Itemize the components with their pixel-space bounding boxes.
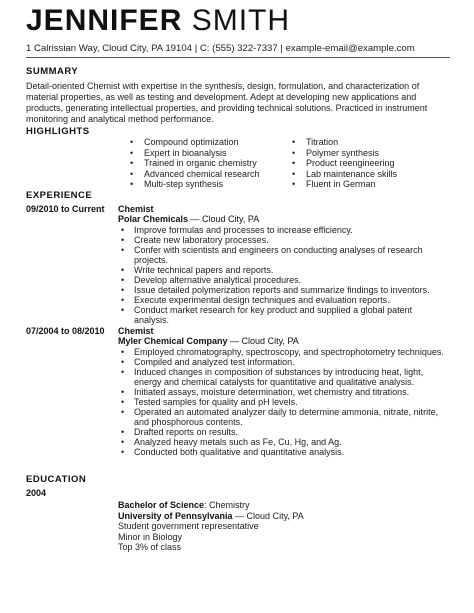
- list-item: • Write technical papers and reports.: [118, 265, 448, 275]
- degree: Bachelor of Science: [118, 500, 205, 510]
- list-item: • Create new laboratory processes.: [118, 235, 448, 245]
- education-note: Student government representative: [118, 521, 259, 531]
- major: : Chemistry: [204, 500, 250, 510]
- company-name: Myler Chemical Company: [118, 336, 228, 346]
- list-item: • Expert in bioanalysis: [130, 148, 260, 159]
- company-name: Polar Chemicals: [118, 214, 189, 224]
- education-note: Minor in Biology: [118, 531, 183, 542]
- list-item: • Advanced chemical research: [130, 169, 260, 180]
- experience-heading: EXPERIENCE: [26, 190, 93, 201]
- list-item: • Compound optimization: [130, 137, 260, 148]
- list-item: • Operated an automated analyzer daily to determine ammonia, nitrate, nitrite, and phosphorous contents.: [118, 407, 448, 427]
- highlights-heading: HIGHLIGHTS: [26, 126, 90, 137]
- list-item: • Issue detailed polymerization reports and summarize findings to inventors.: [118, 285, 448, 295]
- list-item: • Compiled and analyzed test information.: [118, 357, 448, 367]
- list-item: • Titration: [292, 137, 397, 148]
- list-item: • Analyzed heavy metals such as Fe, Cu, Hg, and Ag.: [118, 437, 448, 447]
- list-item: • Tested samples for quality and pH levels.: [118, 397, 448, 407]
- list-item: • Induced changes in composition of substances by introducing heat, light, energy and chemical catalysts for quantitative and qualitative analysis.: [118, 367, 448, 387]
- last-name: SMITH: [191, 4, 291, 37]
- school: University of Pennsylvania: [118, 510, 233, 521]
- list-item: • Multi-step synthesis: [130, 179, 260, 190]
- job-bullets: [118, 225, 448, 325]
- list-item: • Conducted both qualitative and quantitative analysis.: [118, 447, 448, 457]
- email[interactable]: example-email@example.com: [285, 43, 415, 54]
- contact-separator: |: [280, 43, 283, 54]
- list-item: • Polymer synthesis: [292, 148, 397, 159]
- candidate-name: [26, 4, 290, 38]
- summary-heading: SUMMARY: [26, 66, 79, 77]
- highlights-list-right: [292, 137, 397, 190]
- phone: C: (555) 322-7337: [199, 43, 278, 54]
- list-item: • Trained in organic chemistry: [130, 158, 260, 169]
- list-item: • Employed chromatography, spectroscopy, and spectrophotometry techniques.: [118, 347, 448, 357]
- school-line: [118, 511, 304, 522]
- job-dates: 09/2010 to Current: [26, 204, 105, 214]
- list-item: • Lab maintenance skills: [292, 169, 397, 180]
- degree-line: [118, 500, 304, 511]
- list-item: • Develop alternative analytical procedures.: [118, 275, 448, 285]
- address: 1 Calrissian Way, Cloud City, PA 19104: [26, 43, 193, 54]
- highlights-list-left: [130, 137, 260, 190]
- education-details: [118, 500, 304, 553]
- job-title: Chemist: [118, 204, 154, 214]
- job-company-line: [118, 214, 259, 224]
- list-item: • Product reengineering: [292, 158, 397, 169]
- contact-line: [26, 43, 415, 54]
- list-item: • Drafted reports on results.: [118, 427, 448, 437]
- list-item: • Execute experimental design techniques and evaluation reports.: [118, 295, 448, 305]
- job-bullets: [118, 347, 448, 457]
- list-item: • Conduct market research for key product and supplied a global patent analysis.: [118, 305, 448, 325]
- job-dates: 07/2004 to 08/2010: [26, 326, 105, 336]
- list-item: • Fluent in German: [292, 179, 397, 190]
- list-item: • Initiated assays, moisture determination, wet chemistry and titrations.: [118, 387, 448, 397]
- summary-text: Detail-oriented Chemist with expertise in the synthesis, design, formulation, and characterization of material properties, as well as testing and development. Adept at developing new applications and products, generating intellectual properties, and providing technical solutions. Practiced in instrument monitoring and analytical method performance.: [26, 81, 428, 124]
- company-location: — Cloud City, PA: [188, 214, 260, 224]
- education-note: Top 3% of class: [118, 542, 182, 552]
- first-name: JENNIFER: [26, 4, 183, 37]
- list-item: • Improve formulas and processes to increase efficiency.: [118, 225, 448, 235]
- company-location: — Cloud City, PA: [227, 336, 299, 346]
- job-company-line: [118, 336, 299, 346]
- school-location: — Cloud City, PA: [232, 510, 304, 521]
- header-divider: [26, 57, 450, 58]
- education-heading: EDUCATION: [26, 474, 87, 485]
- contact-separator: |: [194, 43, 198, 54]
- job-title: Chemist: [118, 326, 154, 336]
- education-year: 2004: [26, 488, 47, 498]
- list-item: • Confer with scientists and engineers on conducting analyses of research projects.: [118, 245, 448, 265]
